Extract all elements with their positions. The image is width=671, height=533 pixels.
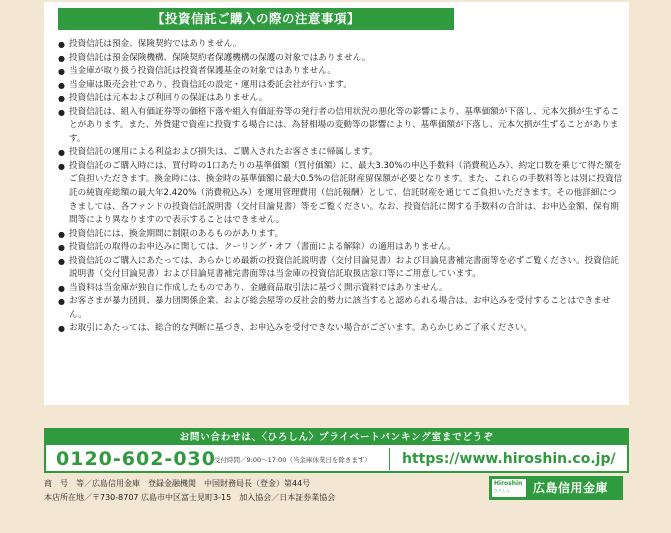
notice-item: ● お取引にあたっては、総合的な判断に基づき、お申込みを受付できない場合がございます。あらかじめご了承ください。 xyxy=(58,322,624,336)
bank-name: 広島信用金庫 xyxy=(533,481,609,495)
notice-item: ● 投資信託のご購入時には、買付時の1口あたりの基準価額（買付価額）に、最大3.30%の申込手数料（消費税込み）、約定口数を乗じて得た額をご負担いただきます。換金時には、換金時の基準価額に最大0.5%の信託財産留保額が必要となります。また、これらの手数料等とは別に投資信託の純資産総額の最大年2.420%（消費税込み）を運用管理費用（信託報酬）として、信託財産を通じてご負担いただきます。その他詳細につきましては、各ファンドの投資信託説明書（交付目論見書）等をご覧ください。なお、投資信託に関する手数料の合計は、お申込金額、保有期間等により異なりますので表示することはできません。 xyxy=(58,160,624,228)
bank-mark-icon: Hiroshin ひろしん xyxy=(492,479,526,497)
contact-panel xyxy=(44,428,629,473)
notice-title: 【投資信託ご購入の際の注意事項】 xyxy=(58,8,454,30)
notice-item: ● 投資信託の運用による利益および損失は、ご購入されたお客さまに帰属します。 xyxy=(58,146,624,160)
website-link[interactable]: https://www.hiroshin.co.jp/ xyxy=(402,451,616,467)
notice-item: ● 投資信託は預金、保険契約ではありません。 xyxy=(58,38,624,52)
notice-item: ● 投資信託は、組入有価証券等の価格下落や組入有価証券等の発行者の信用状況の悪化等の影響により、基準価額が下落し、元本欠損が生ずることがあります。また、外貨建で資産に投資する場合には、為替相場の変動等の影響により、基準価額が下落し、元本欠損が生ずることがあります。 xyxy=(58,106,624,147)
phone-number[interactable]: 0120-602-030 xyxy=(56,448,216,470)
notice-item: ● 当資料は当金庫が独自に作成したものであり、金融商品取引法に基づく開示資料ではありません。 xyxy=(58,282,624,296)
notice-panel xyxy=(44,2,629,405)
phone-hours: 受付時間／9:00〜17:00（当金庫休業日を除きます） xyxy=(214,456,371,464)
company-address: 本店所在地／〒730-8707 広島市中区富士見町3-15 加入協会／日本証券業協会 xyxy=(44,493,336,502)
notice-item: ● 投資信託は預金保険機構、保険契約者保護機構の保護の対象ではありません。 xyxy=(58,52,624,66)
notice-item: ● 当金庫が取り扱う投資信託は投資者保護基金の対象ではありません。 xyxy=(58,65,624,79)
notice-item: ● お客さまが暴力団員、暴力団関係企業、および総会屋等の反社会的勢力に該当すると認められる場合は、お申込みを受付することはできません。 xyxy=(58,295,624,322)
footer-info xyxy=(44,477,484,505)
notice-item: ● 投資信託は元本および利回りの保証はありません。 xyxy=(58,92,624,106)
contact-divider xyxy=(389,448,390,470)
notice-item: ● 投資信託には、換金期間に制限のあるものがあります。 xyxy=(58,228,624,242)
company-registration: 商 号 等／広島信用金庫 登録金融機関 中国財務局長（登金）第44号 xyxy=(44,479,311,488)
contact-banner: お問い合わせは、〈ひろしん〉プライベートバンキング室までどうぞ xyxy=(46,430,627,445)
bank-logo xyxy=(489,476,623,500)
notice-item: ● 投資信託のご購入にあたっては、あらかじめ最新の投資信託説明書（交付目論見書）および目論見書補完書面等を必ずご覧ください。投資信託説明書（交付目論見書）および目論見書補完書面等は当金庫の投資信託取扱店窓口等にご用意しています。 xyxy=(58,255,624,282)
notice-item: ● 投資信託の取得のお申込みに関しては、クーリング・オフ（書面による解除）の適用はありません。 xyxy=(58,241,624,255)
notice-item: ● 当金庫は販売会社であり、投資信託の設定・運用は委託会社が行います。 xyxy=(58,79,624,93)
notice-list xyxy=(58,38,624,336)
